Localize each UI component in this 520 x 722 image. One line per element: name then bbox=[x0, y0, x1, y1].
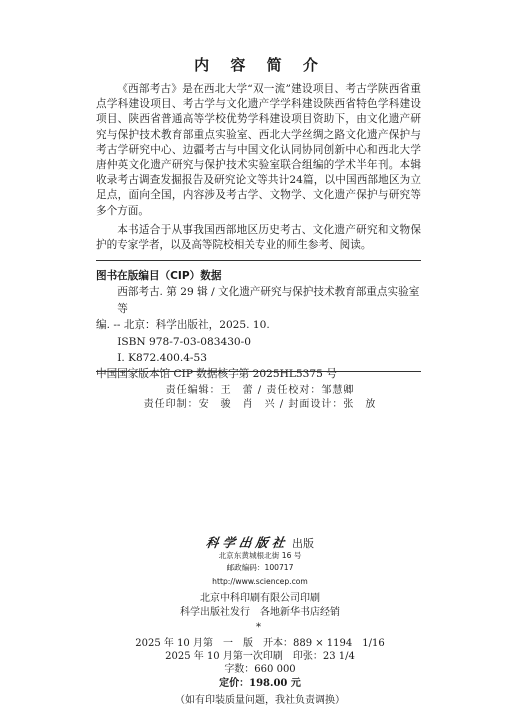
page-title: 内 容 简 介 bbox=[194, 56, 326, 74]
summary-paragraph-1: 《西部考古》是在西北大学“双一流”建设项目、考古学陕西省重点学科建设项目、考古学与文化遗产学学科建设陕西省特色学科建设项目、陕西省普通高等学校优势学科建设项目资助下，由文化遗产研究与保护技术教育部重点实验室、西北大学丝绸之路文化遗产保护与考古学研究中心、边疆考古与中国文化认同协同创新中心和西北大学唐仲英文化遗产研究与保护技术实验室联合组编的学术半年刊。本辑收录考古调查发掘报告及研究论文等共计24篇，以中国西部地区为立足点，面向全国，内容涉及考古学、文物学、文化遗产保护与研究等多个方面。 bbox=[96, 83, 421, 217]
edition-info: 2025 年 10 月第 一 版 开本：889 × 1194 1/16 bbox=[135, 637, 385, 649]
price: 定价：198.00 元 bbox=[219, 677, 301, 689]
publisher-logo-suffix: 出版 bbox=[292, 537, 314, 550]
credits-line-2: 责任印制：安 骏 肖 兴 / 封面设计：张 放 bbox=[143, 399, 377, 411]
cip-data-block bbox=[96, 268, 426, 383]
cip-classification: Ⅰ. K872.400.4-53 bbox=[117, 352, 207, 365]
content-summary bbox=[96, 82, 421, 257]
cip-record-number: 中国国家版本馆 CIP 数据核字第 2025HL5375 号 bbox=[96, 368, 337, 381]
publisher-postcode: 邮政编码：100717 bbox=[226, 563, 294, 573]
cip-line-1: 西部考古. 第 29 辑 / 文化遗产研究与保护技术教育部重点实验室等 bbox=[117, 286, 420, 315]
printing-info: 2025 年 10 月第一次印刷 印张：23 1/4 bbox=[165, 651, 355, 663]
summary-paragraph-2: 本书适合于从事我国西部地区历史考古、文化遗产研究和文物保护的专家学者，以及高等院校相关专业的师生参考、阅读。 bbox=[96, 223, 421, 252]
cip-isbn: ISBN 978-7-03-083430-0 bbox=[117, 335, 251, 348]
publisher-logo: 科学出版社 bbox=[204, 535, 290, 550]
printer-info: 北京中科印刷有限公司印刷 bbox=[200, 593, 320, 605]
publisher-block bbox=[0, 536, 520, 708]
quality-notice: （如有印装质量问题，我社负责调换） bbox=[175, 695, 345, 707]
publisher-address: 北京东黄城根北街 16 号 bbox=[218, 551, 302, 561]
divider-bottom bbox=[96, 371, 421, 372]
publisher-website: http://www.sciencep.com bbox=[212, 577, 308, 587]
credits-line-1: 责任编辑：王 蕾 / 责任校对：邹慧卿 bbox=[165, 385, 355, 396]
distribution-info: 科学出版社发行 各地新华书店经销 bbox=[180, 606, 340, 618]
divider-top bbox=[96, 260, 421, 261]
cip-heading: 图书在版编目（CIP）数据 bbox=[96, 270, 222, 282]
word-count: 字数：660 000 bbox=[224, 664, 296, 676]
separator-mark: * bbox=[256, 622, 264, 634]
editorial-credits bbox=[0, 384, 520, 412]
cip-line-2: 编. -- 北京：科学出版社，2025. 10. bbox=[96, 319, 270, 332]
publisher-logo-line bbox=[0, 536, 520, 550]
